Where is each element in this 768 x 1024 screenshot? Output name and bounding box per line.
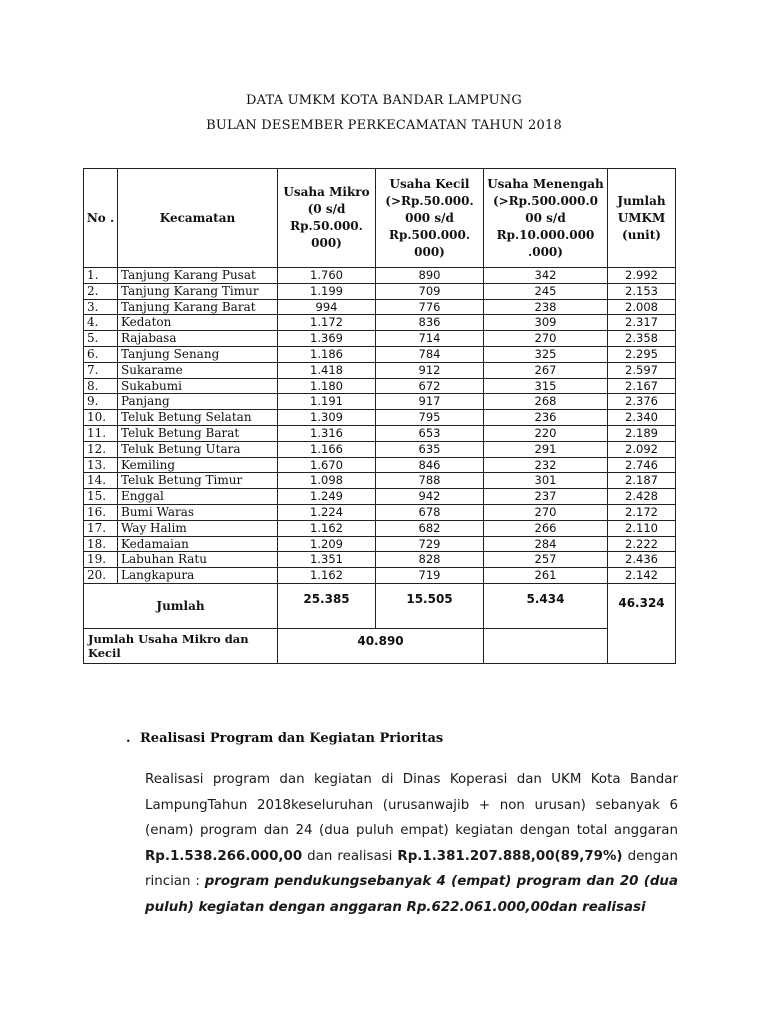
cell-jumlah-umkm: 2.222 [608,536,676,552]
cell-kecamatan: Tanjung Karang Barat [118,299,278,315]
cell-usaha-kecil: 942 [376,489,484,505]
cell-usaha-menengah: 232 [484,457,608,473]
header-kecamatan: Kecamatan [118,169,278,268]
cell-kecamatan: Bumi Waras [118,504,278,520]
cell-jumlah-umkm: 2.376 [608,394,676,410]
cell-no: 14. [84,473,118,489]
cell-usaha-mikro: 1.162 [278,568,376,584]
section-heading-text: Realisasi Program dan Kegiatan Prioritas [140,731,444,746]
cell-no: 9. [84,394,118,410]
table-row [84,520,676,536]
cell-kecamatan: Enggal [118,489,278,505]
cell-usaha-menengah: 268 [484,394,608,410]
cell-kecamatan: Teluk Betung Barat [118,425,278,441]
cell-usaha-menengah: 261 [484,568,608,584]
cell-usaha-menengah: 237 [484,489,608,505]
cell-usaha-menengah: 325 [484,346,608,362]
cell-usaha-menengah: 315 [484,378,608,394]
total-kecil: 15.505 [376,583,484,628]
cell-kecamatan: Tanjung Senang [118,346,278,362]
umkm-table [83,168,676,664]
paragraph-emphasis: program pendukungsebanyak 4 (empat) program dan 20 (dua puluh) kegiatan dengan anggaran Rp.622.061.000,00dan realisasi [145,874,678,915]
cell-kecamatan: Tanjung Karang Pusat [118,268,278,284]
cell-kecamatan: Teluk Betung Selatan [118,410,278,426]
cell-jumlah-umkm: 2.187 [608,473,676,489]
cell-no: 1. [84,268,118,284]
cell-usaha-mikro: 1.760 [278,268,376,284]
cell-usaha-menengah: 309 [484,315,608,331]
cell-usaha-mikro: 1.209 [278,536,376,552]
cell-usaha-menengah: 236 [484,410,608,426]
cell-usaha-mikro: 1.224 [278,504,376,520]
body-paragraph [145,767,678,920]
cell-usaha-menengah: 301 [484,473,608,489]
cell-usaha-mikro: 1.186 [278,346,376,362]
cell-usaha-mikro: 1.191 [278,394,376,410]
document-title: DATA UMKM KOTA BANDAR LAMPUNG [246,93,522,108]
cell-jumlah-umkm: 2.172 [608,504,676,520]
cell-jumlah-umkm: 2.992 [608,268,676,284]
cell-usaha-kecil: 784 [376,346,484,362]
cell-kecamatan: Labuhan Ratu [118,552,278,568]
cell-usaha-kecil: 846 [376,457,484,473]
table-row [84,268,676,284]
table-row [84,362,676,378]
cell-kecamatan: Kedamaian [118,536,278,552]
section-heading [126,731,443,746]
cell-jumlah-umkm: 2.167 [608,378,676,394]
cell-usaha-mikro: 1.249 [278,489,376,505]
cell-jumlah-umkm: 2.428 [608,489,676,505]
paragraph-part-3: dengan rincian : [145,848,678,889]
cell-jumlah-umkm: 2.092 [608,441,676,457]
cell-usaha-mikro: 1.309 [278,410,376,426]
cell-usaha-kecil: 795 [376,410,484,426]
table-row [84,425,676,441]
document-subtitle: BULAN DESEMBER PERKECAMATAN TAHUN 2018 [206,118,562,133]
cell-usaha-mikro: 1.670 [278,457,376,473]
cell-no: 13. [84,457,118,473]
table-row [84,504,676,520]
cell-usaha-menengah: 270 [484,504,608,520]
cell-no: 19. [84,552,118,568]
cell-no: 16. [84,504,118,520]
total-jumlah-umkm: 46.324 [608,583,676,663]
cell-jumlah-umkm: 2.358 [608,331,676,347]
cell-no: 8. [84,378,118,394]
table-row [84,315,676,331]
cell-usaha-kecil: 912 [376,362,484,378]
cell-jumlah-umkm: 2.110 [608,520,676,536]
paragraph-part-1: Realisasi program dan kegiatan di Dinas Koperasi dan UKM Kota Bandar LampungTahun 2018keseluruhan (urusanwajib + non urusan) sebanyak 6 (enam) program dan 24 (dua puluh empat) kegiatan dengan total anggaran [145,772,678,838]
table-row [84,331,676,347]
cell-usaha-kecil: 682 [376,520,484,536]
mikro-kecil-row [84,628,676,663]
cell-kecamatan: Kedaton [118,315,278,331]
cell-jumlah-umkm: 2.436 [608,552,676,568]
header-usaha-kecil: Usaha Kecil (>Rp.50.000. 000 s/d Rp.500.000. 000) [376,169,484,268]
table-row [84,410,676,426]
cell-usaha-menengah: 291 [484,441,608,457]
table-row [84,489,676,505]
table-row [84,473,676,489]
cell-no: 15. [84,489,118,505]
cell-kecamatan: Langkapura [118,568,278,584]
cell-no: 5. [84,331,118,347]
cell-usaha-kecil: 917 [376,394,484,410]
header-jumlah-umkm: Jumlah UMKM (unit) [608,169,676,268]
table-row [84,283,676,299]
cell-kecamatan: Panjang [118,394,278,410]
cell-jumlah-umkm: 2.189 [608,425,676,441]
cell-usaha-mikro: 1.199 [278,283,376,299]
cell-jumlah-umkm: 2.597 [608,362,676,378]
table-row [84,394,676,410]
cell-jumlah-umkm: 2.295 [608,346,676,362]
mikro-kecil-label: Jumlah Usaha Mikro dan Kecil [84,628,278,663]
cell-usaha-mikro: 1.180 [278,378,376,394]
cell-usaha-menengah: 266 [484,520,608,536]
cell-usaha-kecil: 788 [376,473,484,489]
mikro-kecil-value: 40.890 [278,628,484,663]
section-bullet: . [126,731,131,746]
cell-no: 12. [84,441,118,457]
cell-jumlah-umkm: 2.142 [608,568,676,584]
cell-usaha-menengah: 284 [484,536,608,552]
cell-usaha-mikro: 1.172 [278,315,376,331]
cell-usaha-mikro: 1.418 [278,362,376,378]
cell-usaha-kecil: 714 [376,331,484,347]
cell-usaha-menengah: 220 [484,425,608,441]
cell-no: 4. [84,315,118,331]
paragraph-anggaran: Rp.1.538.266.000,00 [145,848,303,864]
table-row [84,441,676,457]
cell-usaha-kecil: 678 [376,504,484,520]
table-body [84,268,676,584]
cell-usaha-mikro: 1.351 [278,552,376,568]
cell-usaha-kecil: 836 [376,315,484,331]
cell-usaha-menengah: 245 [484,283,608,299]
cell-jumlah-umkm: 2.340 [608,410,676,426]
header-usaha-mikro: Usaha Mikro (0 s/d Rp.50.000. 000) [278,169,376,268]
paragraph-realisasi: Rp.1.381.207.888,00(89,79%) [397,848,623,864]
cell-usaha-kecil: 672 [376,378,484,394]
cell-usaha-kecil: 653 [376,425,484,441]
cell-usaha-mikro: 994 [278,299,376,315]
cell-usaha-menengah: 267 [484,362,608,378]
cell-no: 20. [84,568,118,584]
cell-no: 2. [84,283,118,299]
cell-usaha-kecil: 890 [376,268,484,284]
cell-no: 18. [84,536,118,552]
cell-jumlah-umkm: 2.153 [608,283,676,299]
paragraph-part-2: dan realisasi [302,848,398,864]
cell-usaha-mikro: 1.162 [278,520,376,536]
total-menengah: 5.434 [484,583,608,628]
cell-no: 11. [84,425,118,441]
cell-kecamatan: Way Halim [118,520,278,536]
cell-usaha-menengah: 257 [484,552,608,568]
table-row [84,552,676,568]
total-mikro: 25.385 [278,583,376,628]
cell-usaha-mikro: 1.098 [278,473,376,489]
table-row [84,299,676,315]
total-label: Jumlah [84,583,278,628]
cell-jumlah-umkm: 2.746 [608,457,676,473]
table-row [84,568,676,584]
cell-kecamatan: Kemiling [118,457,278,473]
cell-no: 17. [84,520,118,536]
table-row [84,536,676,552]
cell-jumlah-umkm: 2.317 [608,315,676,331]
cell-usaha-kecil: 776 [376,299,484,315]
cell-kecamatan: Teluk Betung Utara [118,441,278,457]
table-row [84,378,676,394]
cell-usaha-menengah: 342 [484,268,608,284]
cell-usaha-kecil: 729 [376,536,484,552]
cell-usaha-kecil: 635 [376,441,484,457]
table-header-row [84,169,676,268]
cell-usaha-mikro: 1.166 [278,441,376,457]
cell-usaha-menengah: 270 [484,331,608,347]
mikro-kecil-empty [484,628,608,663]
cell-kecamatan: Teluk Betung Timur [118,473,278,489]
cell-usaha-mikro: 1.316 [278,425,376,441]
header-no: No . [84,169,118,268]
header-usaha-menengah: Usaha Menengah (>Rp.500.000.0 00 s/d Rp.10.000.000 .000) [484,169,608,268]
cell-no: 10. [84,410,118,426]
total-row [84,583,676,628]
cell-usaha-kecil: 828 [376,552,484,568]
table-row [84,346,676,362]
cell-kecamatan: Rajabasa [118,331,278,347]
cell-usaha-menengah: 238 [484,299,608,315]
cell-usaha-kecil: 719 [376,568,484,584]
cell-kecamatan: Sukarame [118,362,278,378]
cell-kecamatan: Sukabumi [118,378,278,394]
cell-kecamatan: Tanjung Karang Timur [118,283,278,299]
cell-usaha-mikro: 1.369 [278,331,376,347]
cell-usaha-kecil: 709 [376,283,484,299]
cell-no: 6. [84,346,118,362]
table-row [84,457,676,473]
cell-no: 3. [84,299,118,315]
cell-no: 7. [84,362,118,378]
cell-jumlah-umkm: 2.008 [608,299,676,315]
